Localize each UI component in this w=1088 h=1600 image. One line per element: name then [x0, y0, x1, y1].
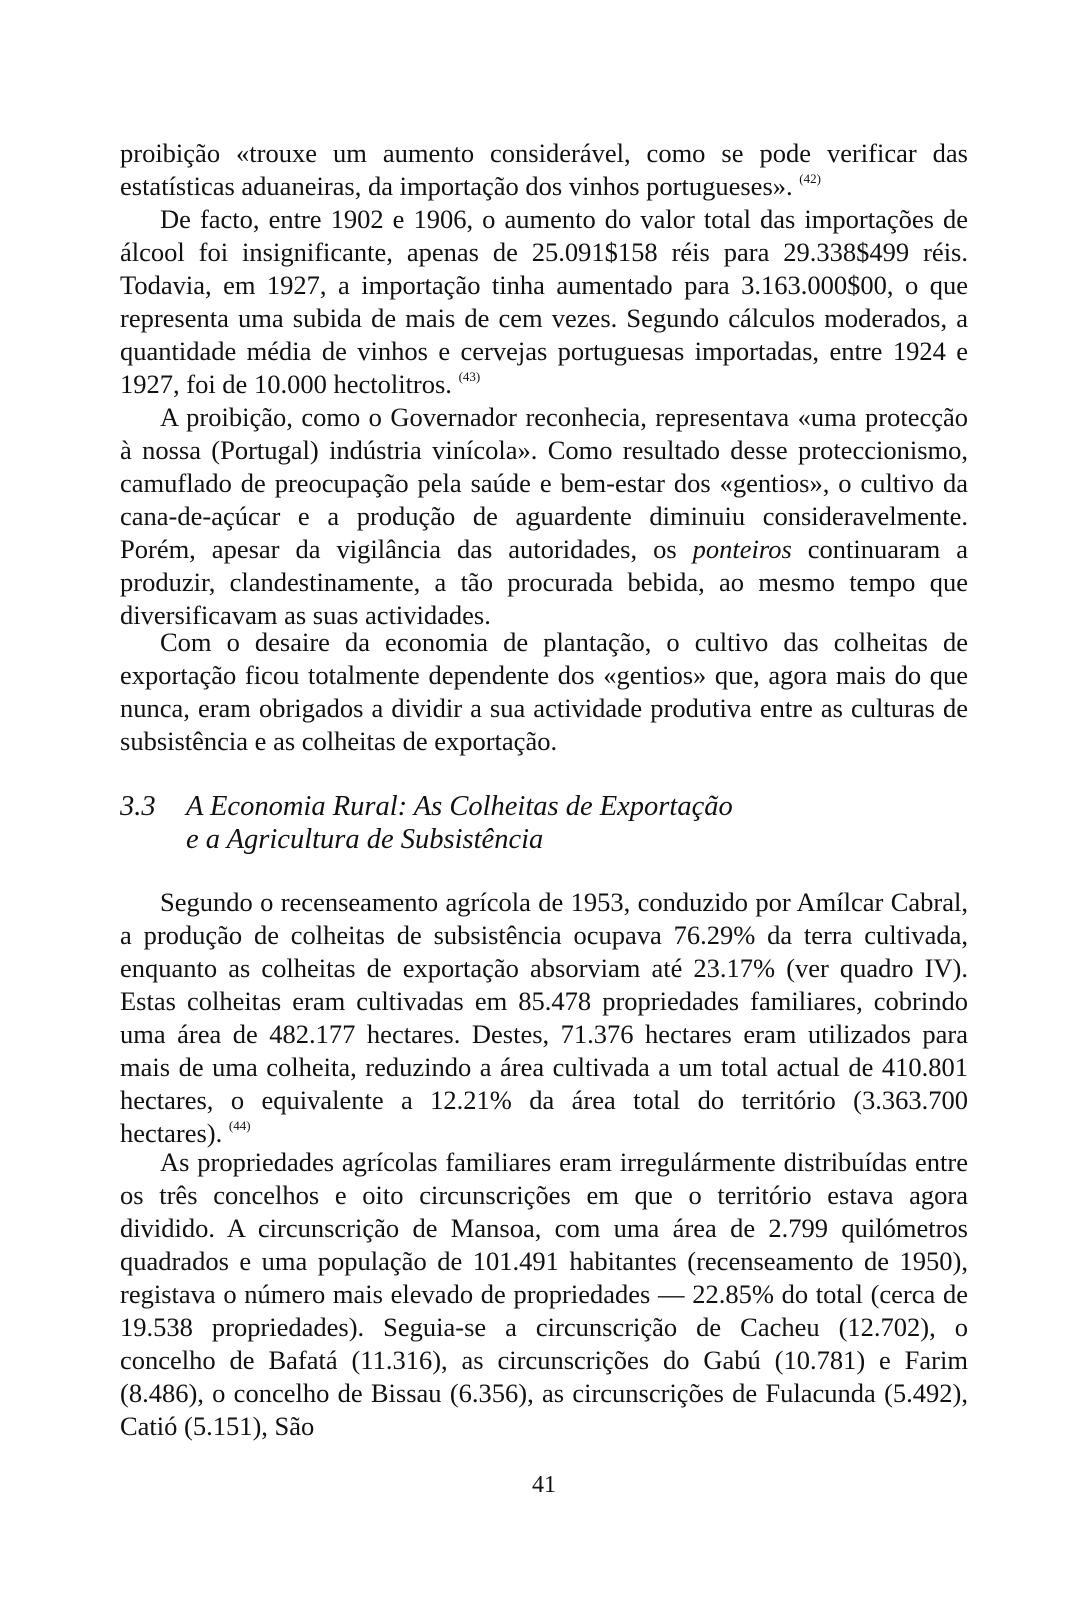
paragraph-6-text: As propriedades agrícolas familiares eram irregulármente distribuídas entre os três concelhos e oito circunscrições em que o território estava agora dividido. A circunscrição de Mansoa, com uma área de 2.799 quilómetros quadrados e uma população de 101.491 habitantes (recenseamento de 1950), registava o número mais elevado de propriedades — 22.85% do total (cerca de 19.538 propriedades). Seguia-se a circunscrição de Cacheu (12.702), o concelho de Bafatá (11.316), as circunscrições do Gabú (10.781) e Farim (8.486), o concelho de Bissau (6.356), as circunscrições de Fulacunda (5.492), Catió (5.151), São — [120, 1147, 968, 1441]
section-title-line-1: A Economia Rural: As Colheitas de Exportação — [186, 791, 733, 822]
section-title — [186, 790, 968, 856]
paragraph-6 — [120, 1146, 968, 1443]
paragraph-5 — [120, 886, 968, 1150]
paragraph-3-text-before: A proibição, como o Governador reconhecia, representava «uma protecção à nossa (Portugal) indústria vinícola». Como resultado desse proteccionismo, camuflado de preocupação pela saúde e bem-estar dos «gentios», o cultivo da cana-de-açúcar e a produção de aguardente diminuiu consideravelmente. Porém, apesar da vigilância das autoridades, os — [120, 402, 968, 564]
page-number: 41 — [532, 1472, 556, 1498]
paragraph-2 — [120, 203, 968, 401]
italic-term: ponteiros — [692, 534, 792, 564]
paragraph-2-text: De facto, entre 1902 e 1906, o aumento do valor total das importações de álcool foi insignificante, apenas de 25.091$158 réis para 29.338$499 réis. Todavia, em 1927, a importação tinha aumentado para 3.163.000$00, o que representa uma subida de mais de cem vezes. Segundo cálculos moderados, a quantidade média de vinhos e cervejas portuguesas importadas, entre 1924 e 1927, foi de 10.000 hectolitros. — [120, 204, 968, 399]
paragraph-1-text: proibição «trouxe um aumento considerável, como se pode verificar das estatísticas aduaneiras, da importação dos vinhos portugueses». — [120, 138, 968, 201]
paragraph-4 — [120, 626, 968, 758]
paragraph-4-text: Com o desaire da economia de plantação, o cultivo das colheitas de exportação ficou totalmente dependente dos «gentios» que, agora mais do que nunca, eram obrigados a dividir a sua actividade produtiva entre as culturas de subsistência e as colheitas de exportação. — [120, 627, 968, 756]
section-heading — [120, 790, 968, 856]
section-title-line-2: e a Agricultura de Subsistência — [186, 824, 544, 855]
paragraph-1 — [120, 137, 968, 203]
paragraph-3 — [120, 401, 968, 632]
section-number: 3.3 — [120, 791, 156, 822]
footnote-ref-42: (42) — [799, 171, 821, 186]
footnote-ref-43: (43) — [458, 369, 481, 384]
paragraph-5-text: Segundo o recenseamento agrícola de 1953, conduzido por Amílcar Cabral, a produção de colheitas de subsistência ocupava 76.29% da terra cultivada, enquanto as colheitas de exportação absorviam até 23.17% (ver quadro IV). Estas colheitas eram cultivadas em 85.478 propriedades familiares, cobrindo uma área de 482.177 hectares. Destes, 71.376 hectares eram utilizados para mais de uma colheita, reduzindo a área cultivada a um total actual de 410.801 hectares, o equivalente a 12.21% da área total do território (3.363.700 hectares). — [120, 887, 968, 1148]
paragraph-3-text-after: continuaram a produzir, clandestinamente, a tão procurada bebida, ao mesmo tempo que diversificavam as suas actividades. — [120, 534, 968, 630]
footnote-ref-44: (44) — [228, 1118, 251, 1133]
